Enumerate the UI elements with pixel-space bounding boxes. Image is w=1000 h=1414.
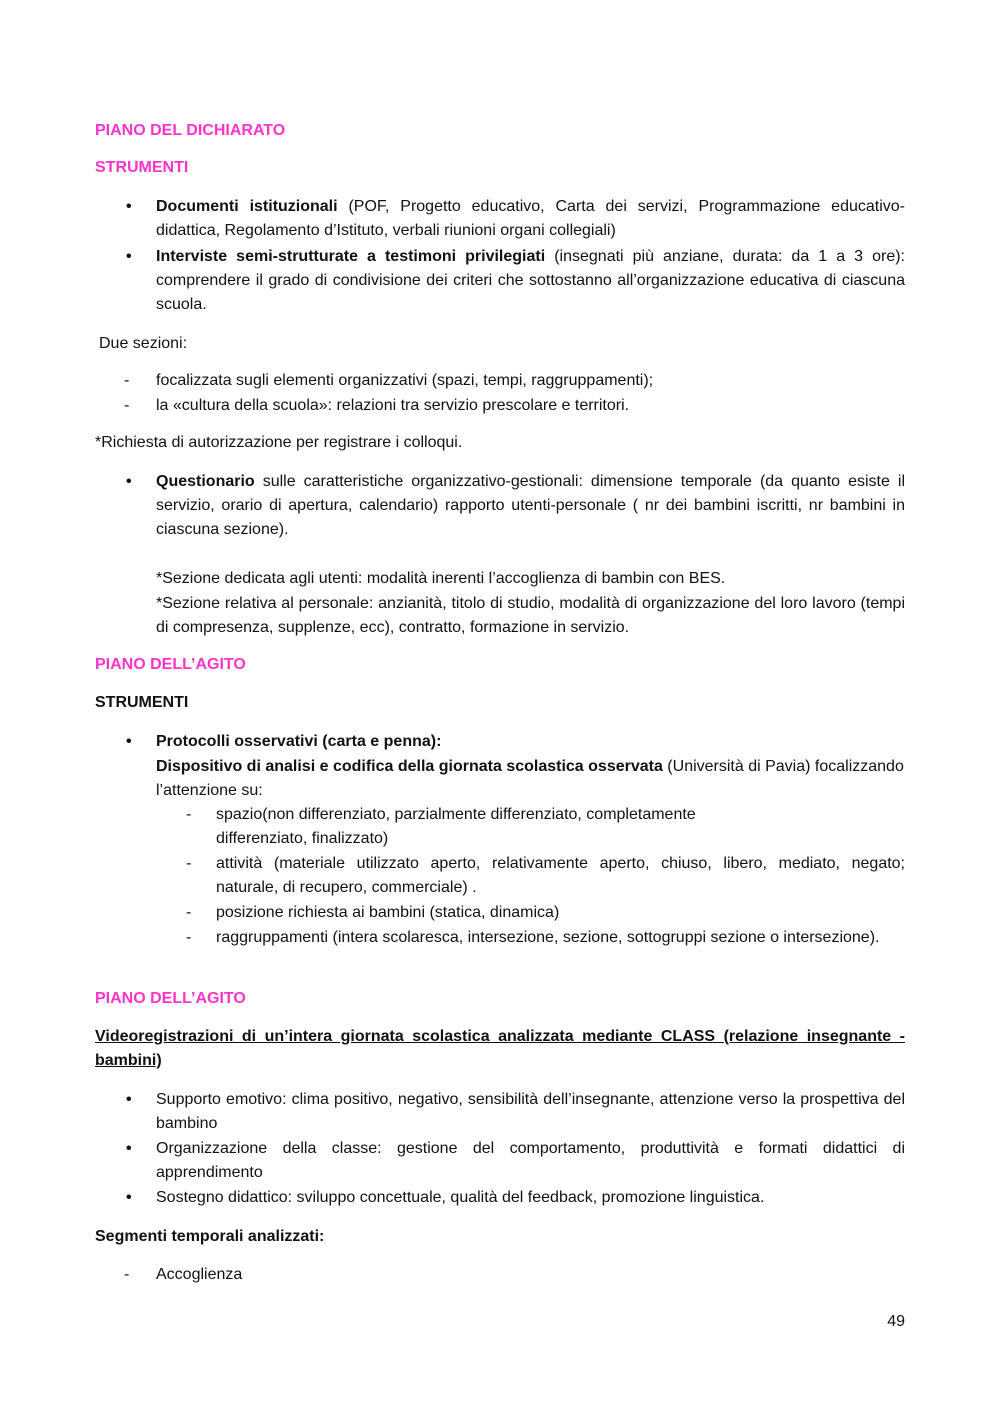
bullet-text: (POF, Progetto educativo, Carta dei servizi, Programmazione educativo-didattica, Regolamento d’Istituto, verbali riunioni organi collegiali) — [156, 198, 905, 239]
bullet-text: (insegnati più anziane, durata: da 1 a 3 ore): comprendere il grado di condivisione dei criteri che sottostanno all’organizzazione educativa di ciascuna scuola. — [156, 248, 905, 313]
sub-item-raggruppamenti: raggruppamenti (intera scolaresca, intersezione, sezione, sottogruppi sezione o intersezione). — [216, 929, 880, 946]
dash-mark: - — [186, 929, 192, 946]
bullet-text: sulle caratteristiche organizzativo-gestionali: dimensione temporale (da quanto esiste il servizio, orario di apertura, calendario) rapporto utenti-personale ( nr dei bambini iscritti, nr bambini in ciascuna sezione). — [156, 473, 905, 538]
bullet-sostegno-didattico: Sostegno didattico: sviluppo concettuale, qualità del feedback, promozione linguistica. — [156, 1189, 765, 1206]
bullet-mark: • — [126, 248, 132, 265]
sub-item-spazio: spazio(non differenziato, parzialmente differenziato, completamente differenziato, finalizzato) — [216, 806, 696, 847]
bullet-organizzazione-classe: Organizzazione della classe: gestione del comportamento, produttività e formati didattici di apprendimento — [156, 1140, 905, 1181]
bullet-supporto-emotivo: Supporto emotivo: clima positivo, negativo, sensibilità dell’insegnante, attenzione verso la prospettiva del bambino — [156, 1091, 905, 1132]
dash-mark: - — [124, 372, 130, 389]
heading-piano-dichiarato: PIANO DEL DICHIARATO — [95, 122, 286, 139]
segmenti-title: Segmenti temporali analizzati: — [95, 1228, 325, 1245]
note-utenti: *Sezione dedicata agli utenti: modalità inerenti l’accoglienza di bambin con BES. — [156, 570, 726, 587]
bullet-mark: • — [126, 733, 132, 750]
bullet-mark: • — [126, 1189, 132, 1206]
bullet-mark: • — [126, 1140, 132, 1157]
sub-item-attivita: attività (materiale utilizzato aperto, relativamente aperto, chiuso, libero, mediato, negato; naturale, di recupero, commerciale) . — [216, 855, 905, 896]
dash-mark: - — [124, 397, 130, 414]
dash-mark: - — [186, 855, 192, 872]
dash-mark: - — [186, 806, 192, 823]
bullet-mark: • — [126, 1091, 132, 1108]
dispositivo-text — [156, 755, 905, 803]
note-autorizzazione: *Richiesta di autorizzazione per registrare i colloqui. — [95, 434, 463, 451]
video-title: Videoregistrazioni di un’intera giornata scolastica analizzata mediante CLASS (relazione insegnante - bambini) — [95, 1028, 905, 1069]
dispositivo-bold: Dispositivo di analisi e codifica della giornata scolastica osservata — [156, 758, 663, 775]
dash-item: focalizzata sugli elementi organizzativi (spazi, tempi, raggruppamenti); — [156, 372, 654, 389]
heading-piano-agito: PIANO DELL’AGITO — [95, 656, 246, 673]
bullet-mark: • — [126, 198, 132, 215]
subheading-strumenti-agito: STRUMENTI — [95, 694, 189, 711]
page-number: 49 — [887, 1313, 905, 1330]
bullet-bold-label: Questionario — [156, 473, 255, 490]
bullet-mark: • — [126, 473, 132, 490]
subheading-strumenti: STRUMENTI — [95, 159, 189, 176]
note-personale: *Sezione relativa al personale: anzianità, titolo di studio, modalità di organizzazione del loro lavoro (tempi di compresenza, supplenze, ecc), contratto, formazione in servizio. — [156, 595, 905, 636]
bullet-interviste — [156, 245, 905, 317]
sub-item-posizione: posizione richiesta ai bambini (statica, dinamica) — [216, 904, 560, 921]
protocolli-title: Protocolli osservativi (carta e penna): — [156, 733, 442, 750]
due-sezioni-label: Due sezioni: — [99, 335, 188, 352]
dash-item: la «cultura della scuola»: relazioni tra servizio prescolare e territori. — [156, 397, 630, 414]
heading-piano-agito-2: PIANO DELL’AGITO — [95, 990, 246, 1007]
bullet-bold-label: Interviste semi-strutturate a testimoni privilegiati — [156, 248, 546, 265]
dispositivo-rest: (Università di Pavia) focalizzando l’attenzione su: — [156, 758, 904, 799]
segmenti-item-accoglienza: Accoglienza — [156, 1266, 243, 1283]
dash-mark: - — [124, 1266, 130, 1283]
dash-mark: - — [186, 904, 192, 921]
bullet-documenti-istituzionali — [156, 195, 905, 243]
bullet-questionario — [156, 470, 905, 542]
bullet-bold-label: Documenti istituzionali — [156, 198, 338, 215]
